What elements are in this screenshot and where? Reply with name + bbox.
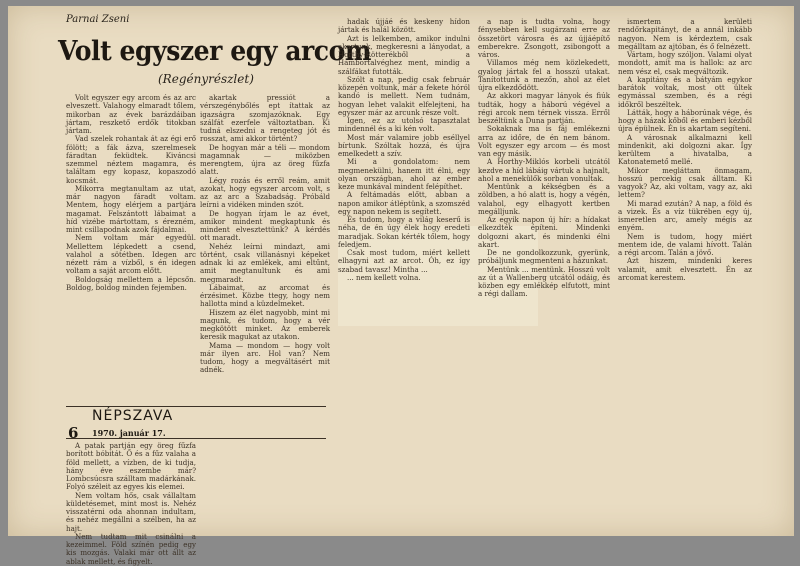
newspaper-clipping	[8, 6, 794, 566]
article-paragraph: Mama — mondom — hogy volt már ilyen arc. Hol van? Nem tudom, hogy a megváltásért mit adnék.	[200, 340, 330, 375]
article-paragraph: De hogyan írjam le az évet, amikor mindent megkaptunk és mindent elvesztettünk? A kérdés ott maradt.	[200, 208, 330, 243]
article-paragraph: Hiszem az élet nagyobb, mint mi magunk, és tudom, hogy a vér megkötött minket. Az emberek keresik magukat az utakon.	[200, 307, 330, 342]
article-paragraph: ... nem kellett volna.	[347, 272, 421, 282]
article-paragraph: Mi a gondolatom: nem megmenekülni, hanem itt élni, egy olyan országban, ahol az ember keze munkával mindent felépíthet.	[338, 157, 470, 191]
article-paragraph: Sokaknak ma is fáj emlékezni arra az időre, de én nem bánom. Volt egyszer egy arcom — és most van egy másik.	[478, 124, 610, 158]
article-paragraph: De hogyan már a téli — mondom magamnak — miközben merengtem, újra az öreg fűzfa alatt.	[200, 142, 330, 177]
article-paragraph: Villamos még nem közlekedett, gyalog jártak fel a hosszú utakat. Tanítottunk a mezőn, ahol az élet újra elkezdődött.	[478, 58, 610, 92]
article-paragraph: hadak újjáé és keskeny hídon jártak és halál között.	[338, 17, 470, 35]
article-column-2	[200, 94, 330, 534]
article-paragraph: Azt hiszem, mindenki keres valamit, amit elvesztett. Én az arcomat kerestem.	[618, 256, 752, 282]
article-paragraph: És tudom, hogy a világ keserű is néha, de én úgy élek hogy eredeti maradjak. Sokan kérték tőlem, hogy feledjem.	[338, 215, 470, 249]
article-paragraph: A patak partján egy öreg fűzfa borított bóbitát. Ő és a fűz valaha a föld mellett, a vízben, de ki tudja, hány éve eszembe már? Lombcsúcsra szálltam madárkának. Folyó széleit az egyes kis elemei.	[66, 441, 196, 492]
article-paragraph: A városnak alkalmazni kell mindenkit, aki dolgozni akar. Így kerültem a hivatalba, a Katonatemető mellé.	[618, 132, 752, 167]
article-paragraph: Vad szelek rohantak át az égi erő fölött; a fák ázva, szerelmesek fáradtan feküdtek. Kiváncsi szemmel néztem magamra, és találtam egy kopasz, kopaszodó kocsmát.	[66, 134, 196, 185]
article-paragraph: Látták, hogy a háborúnak vége, és hogy a házak kőből és emberi kézből újra épülnek. Én is akartam segíteni.	[618, 107, 752, 134]
article-paragraph: Most már valamire jobb eséllyel bírtunk. Szóltak hozzá, és újra emelkedett a szív.	[338, 132, 470, 158]
article-subtitle: (Regényrészlet)	[158, 72, 254, 86]
article-paragraph: Mentünk a kékségben és a zöldben, a hó alatt is, hogy a végén, valahol, egy elhagyott kertben megálljunk.	[478, 182, 610, 216]
article-paragraph: Vártam, hogy szóljon. Valami olyat mondott, amit ma is hallok: az arc nem vész el, csak megváltozik.	[618, 50, 752, 76]
article-paragraph: Az egyik napon új hír: a hídakat elkezdték építeni. Mindenki dolgozni akart, és mindenki élni akart.	[478, 215, 610, 249]
article-column-5	[618, 18, 752, 528]
article-paragraph: A kapitány és a bátyám egykor barátok voltak, most ott ültek egymással szemben, és a régi időkről beszéltek.	[618, 74, 752, 109]
issue-date: 1970. január 17.	[92, 428, 166, 438]
article-paragraph: Légy rozás és erről reám, amit azokat, hogy egyszer arcom volt, s az az arc a Szabadság. Próbáld leírni a vidéken minden szót.	[200, 175, 330, 210]
masthead-top-rule	[66, 406, 326, 407]
article-paragraph: ismertem a kerületi rendőrkapitányt, de a annál inkább nagyon. Nem is kérdeztem, csak megálltam az ajtóban, és ő felnézett.	[618, 17, 752, 51]
article-paragraph: Lábaimat, az arcomat és érzésimet. Közbe ttegy, hogy nem hallotta mind a küzdelmeket.	[200, 282, 330, 309]
article-paragraph: Nem voltam már egyedül. Mellettem lépkedett a csend, valahol a sötétben. Idegen arc nézett rám a vízből, s én idegen voltam a saját arcom előtt.	[66, 233, 196, 276]
article-title: Volt egyszer egy arcom	[58, 36, 372, 67]
article-column-3	[338, 18, 470, 528]
article-paragraph: A Horthy-Miklós korbeli utcától kezdve a híd lábáig vártuk a hajnalt, ahol a menekülők sorban vonultak.	[478, 157, 610, 183]
article-paragraph: Nem tudtam mit csinálni a kezeimmel. Föld színén pedig egy kis mozgás. Valaki már ott állt az ablak mellett, és figyelt.	[66, 531, 196, 566]
article-paragraph: Igen, ez az utolsó tapasztalat mindennél és a ki kén volt.	[338, 116, 470, 134]
article-paragraph: A feltámadás előtt, abban a napon amikor átléptünk, a szomszéd egy napon nekem is segített.	[338, 190, 470, 216]
article-column-1-continued	[66, 441, 196, 566]
article-paragraph: Mikorra megtanultam az utat, már nagyon fáradt voltam. Mentem, hogy elérjem a partjára magamat. Felszántott lábaimat a híd vizébe mártottam, s érezném, mint csillapodnak azok fájdalmai.	[66, 183, 196, 234]
article-paragraph: Csak most tudom, miért kellett elhagyni azt az arcot. Óh, ez így szabad tavasz! Mintha ...	[338, 248, 470, 274]
article-column-1	[66, 94, 196, 404]
article-paragraph: a nap is tudta volna, hogy fénysebben kell sugárzani erre az összetört városra és az újjáépítő emberekre. Zsongott, zsibongott a város.	[478, 17, 610, 59]
article-paragraph: Nehéz leírni mindazt, ami történt, csak villanásnyi képeket adnak ki az emlékek, ami eltűnt, amit megtanultunk és ami megmaradt.	[200, 241, 330, 284]
article-paragraph: Boldogság mellettem a lépcsőn. Boldog, boldog minden fejemben.	[66, 274, 196, 292]
article-paragraph: Mentünk ... mentünk. Hosszú volt az út a Wallenberg utcától odáig, és közben egy emlékkép elfutott, mint a régi dallam.	[478, 264, 610, 299]
article-byline: Parnai Zseni	[66, 14, 130, 25]
article-paragraph: Volt egyszer egy arcom és az arc elveszett. Valahogy elmaradt tőlem, mikorban az évek barázdáiban jártam, reszkető erdők titokban jártam.	[66, 93, 196, 135]
article-paragraph: Nem is tudom, hogy miért mentem ide, de valami hívott. Talán a régi arcom. Talán a jövő.	[618, 231, 752, 257]
article-paragraph: Szólt a nap, pedig csak február közepén voltunk, már a fekete hóról kandó is mellett. Nem tudnám, hogyan lehet valakit elfelejteni, ha egyszer már az arcunk része volt.	[338, 74, 470, 117]
masthead-bottom-rule	[66, 438, 326, 439]
article-paragraph: Mikor megláttam önmagam, hosszú percekig csak álltam. Ki vagyok? Az, aki voltam, vagy az, aki lettem?	[618, 165, 752, 200]
article-paragraph: akartak pressiót a vérszegénybőlés ept ítattak az igazságra szomjazóknak. Egy szálfát ezerfele változtatban. Ki tudná elszedni a rengeteg jót és rosszat, ami akkor történt?	[200, 93, 330, 144]
newspaper-name: NÉPSZAVA	[92, 408, 174, 424]
article-paragraph: Nem voltam hős, csak vállaltam küldetésemet, mint most is. Nehéz visszatérni oda ahonnan indultam, és nehéz megállni a szélben, ha az hajt.	[66, 490, 196, 533]
article-paragraph: De ne gondolkozzunk, gyerünk, próbáljunk megmenteni a házunkat.	[478, 248, 610, 266]
article-paragraph: Az akkori magyar lányok és fiúk tudták, hogy a háború végével a régi arcok nem térnek vissza. Erről beszéltünk a Duna partján.	[478, 91, 610, 125]
article-paragraph: Mi marad ezután? A nap, a föld és a vizek. És a víz tükrében egy új, ismeretlen arc, amely mégis az enyém.	[618, 198, 752, 233]
article-column-4	[478, 18, 610, 528]
article-paragraph: Azt is lelkemben, amikor indulni akartunk, megkeresni a lányodat, a Horthy-Rötterékből a Hámbortalvéghez ment, mindig a szálfákat futották.	[338, 33, 470, 76]
page-number: 6	[68, 424, 79, 442]
